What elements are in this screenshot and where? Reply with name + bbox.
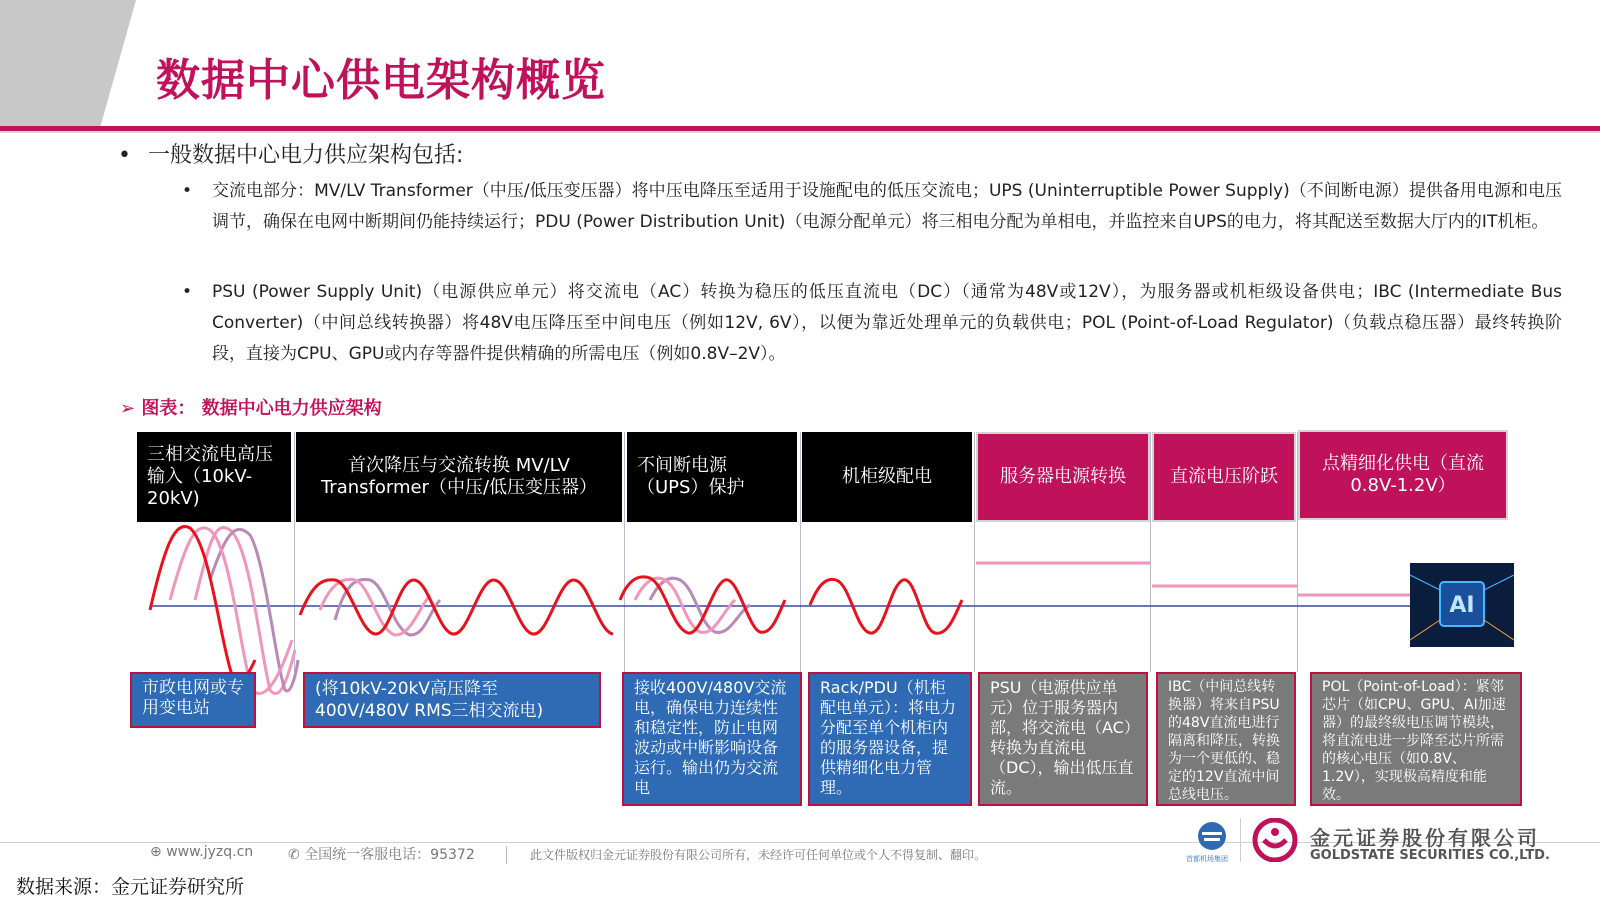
figure-caption: ➢ 图表： 数据中心电力供应架构 [120, 398, 382, 419]
goldstate-logo [1250, 818, 1300, 862]
company-name-cn: 金元证券股份有限公司 [1310, 826, 1540, 850]
bullet-dot: • [182, 181, 193, 201]
bullet-item-text: PSU (Power Supply Unit)（电源供应单元）将交流电（AC）转换为稳压的低压直流电（DC）（通常为48V或12V），为服务器或机柜级设备供电；IBC (Intermediate Bus Converter)（中间总线转换器）将48V电压降压至中间电压（例如12V, 6V），以便为靠近处理单元的负载供电；POL (Point-of-Load Regulator)（负载点稳压器）最终转换阶段，直接为CPU、GPU或内存等器件提供精确的所需电压（例如0.8V–2V）。 [212, 282, 1562, 364]
footer-copyright: 此文件版权归金元证券股份有限公司所有，未经许可任何单位或个人不得复制、翻印。 [530, 848, 987, 862]
stage-rack-pdu: 机柜级配电 [802, 432, 972, 522]
airport-group-logo [1190, 820, 1234, 854]
ai-chip-image [1410, 563, 1514, 647]
wave-mvlv-red [300, 580, 613, 634]
stage-psu: 服务器电源转换 [976, 432, 1150, 522]
footer-website[interactable] [150, 844, 253, 860]
wave-mvlv-pink [320, 579, 430, 635]
footer-website-text: www.jyzq.cn [166, 844, 254, 860]
bullet-dot: • [118, 143, 131, 168]
logo-divider [1240, 818, 1241, 862]
stage-mvlv-transformer: 首次降压与交流转换 MV/LV Transformer（中压/低压变压器） [296, 432, 622, 522]
page-title: 数据中心供电架构概览 [156, 55, 606, 106]
bullet-level1-text: 一般数据中心电力供应架构包括: [148, 143, 464, 168]
wave-hv-phase-red [150, 527, 255, 680]
ai-chip-label: AI [1449, 593, 1475, 618]
bullet-dot: • [182, 282, 193, 302]
desc-hv-input: 市政电网或专用变电站 [130, 672, 256, 728]
desc-rack-pdu: Rack/PDU（机柜配电单元）：将电力分配至单个机柜内的服务器设备，提供精细化电力管理。 [808, 672, 972, 806]
airport-group-name: 首都机场集团 [1186, 855, 1228, 863]
desc-ibc: IBC（中间总线转换器）将来自PSU的48V直流电进行隔离和降压，转换为一个更低的、稳定的12V直流中间总线电压。 [1156, 672, 1296, 806]
footer-hotline-text: 全国统一客服电话：95372 [304, 847, 475, 863]
desc-ups: 接收400V/480V交流电，确保电力连续性和稳定性，防止电网波动或中断影响设备运行。输出仍为交流电 [622, 672, 802, 806]
stage-ups: 不间断电源（UPS）保护 [627, 432, 797, 522]
stage-hv-input: 三相交流电高压输入（10kV-20kV) [137, 432, 291, 522]
desc-pol: POL（Point-of-Load）：紧邻芯片（如CPU、GPU、AI加速器）的最终级电压调节模块，将直流电进一步降至芯片所需的核心电压（如0.8V、1.2V），实现极高精度和能效。 [1310, 672, 1522, 806]
desc-mvlv-transformer: (将10kV-20kV高压降至400V/480V RMS三相交流电) [303, 672, 601, 728]
globe-icon: ⊕ [150, 844, 162, 860]
footer-divider [506, 846, 507, 864]
phone-icon: ✆ [288, 847, 300, 863]
data-source-note: 数据来源：金元证券研究所 [16, 876, 245, 898]
bullet-item-text: 交流电部分：MV/LV Transformer（中压/低压变压器）将中压电降压至适用于设施配电的低压交流电；UPS (Uninterruptible Power Supply)（不间断电源）提供备用电源和电压调节，确保在电网中断期间仍能持续运行；PDU (Power Distribution Unit)（电源分配单元）将三相电分配为单相电，并监控来自UPS的电力，将其配送至数据大厅内的IT机柜。 [212, 181, 1562, 232]
stage-dc-step: 直流电压阶跃 [1152, 432, 1296, 522]
stage-pol: 点精细化供电（直流0.8V-1.2V） [1298, 430, 1508, 520]
desc-psu: PSU（电源供应单元）位于服务器内部，将交流电（AC）转换为直流电（DC），输出低压直流。 [978, 672, 1148, 806]
footer-hotline [288, 844, 475, 864]
company-name-en: GOLDSTATE SECURITIES CO.,LTD. [1310, 848, 1550, 863]
